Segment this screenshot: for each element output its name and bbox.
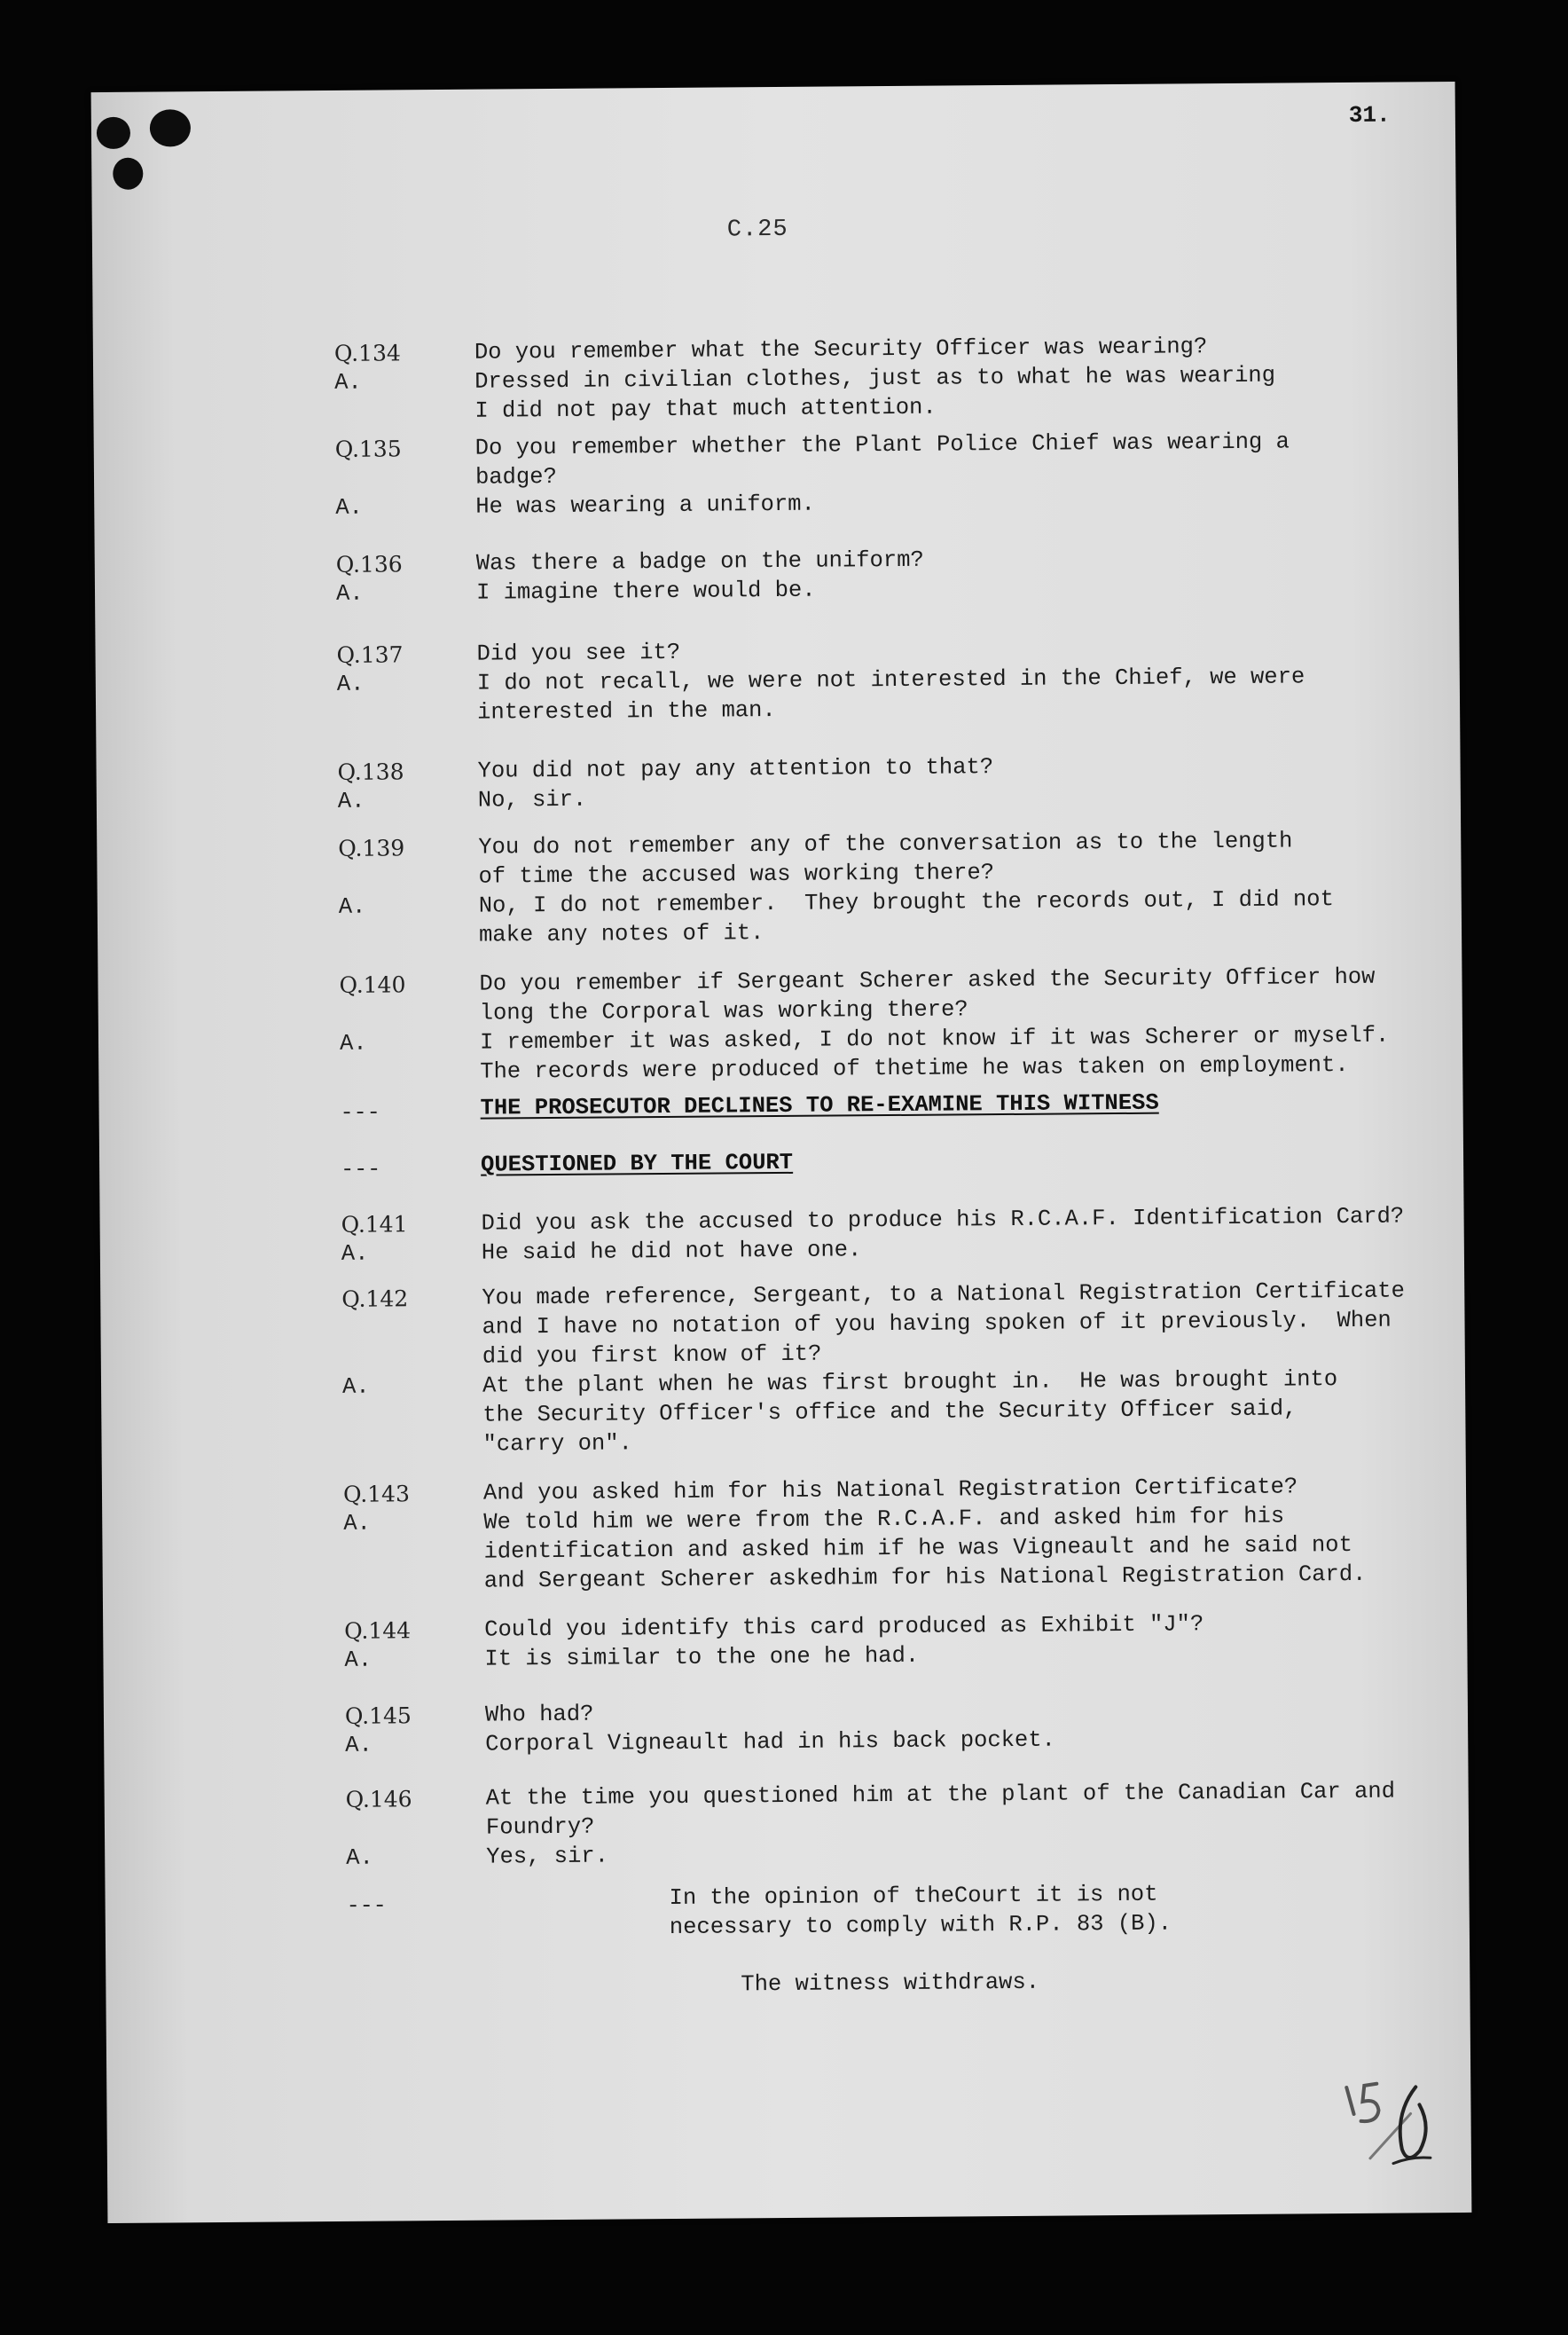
qa-block [343,1471,1424,1597]
divider-mark: --- [341,1156,381,1183]
answer-text: No, I do not remember. They brought the records out, I did not make any notes of it. [478,886,1334,948]
section-heading: QUESTIONED BY THE COURT [480,1149,794,1178]
answer-text: We told him we were from the R.C.A.F. and asked him for his identification and asked him if he was Vigneault and he said not and Sergeant Scherer askedhim for his National Registration Card. [483,1503,1367,1594]
answer-label: A. [346,1844,373,1871]
qa-block [338,825,1419,951]
question-text: And you asked him for his National Registration Certificate? [482,1474,1298,1506]
answer-text: At the plant when he was first brought in. He was brought into the Security Officer's office and the Security Officer said, "carry on". [482,1366,1338,1458]
qa-block [341,1201,1421,1269]
answer-label: A. [335,494,364,521]
answer-label: A. [334,369,362,396]
question-text: You made reference, Sergeant, to a National Registration Certificate and I have no notation of you having spoken of it previously. When did you first know of it? [482,1278,1405,1370]
divider-mark: --- [340,1099,380,1126]
page-number: 31. [1348,101,1391,129]
question-text: Do you remember what the Security Officer was wearing? [474,334,1208,366]
question-label: Q.143 [342,1481,411,1507]
question-text: Who had? [484,1701,594,1728]
answer-label: A. [344,1647,372,1673]
qa-block [336,541,1416,609]
question-label: Q.137 [336,641,404,668]
answer-text: It is similar to the one he had. [484,1642,920,1672]
question-label: Q.144 [344,1617,412,1644]
answer-text: I do not recall, we were not interested in the Chief, we were interested in the man. [476,664,1305,726]
question-label: Q.145 [344,1702,412,1729]
answer-text: Yes, sir. [486,1843,609,1870]
section-heading: THE PROSECUTOR DECLINES TO RE-EXAMINE THIS WITNESS [480,1089,1159,1121]
answer-text: I remember it was asked, I do not know if it was Scherer or myself. The records were produced of thetime he was taken on employment. [479,1022,1390,1085]
question-label: Q.142 [341,1285,409,1312]
answer-text: He said he did not have one. [481,1237,862,1266]
answer-label: A. [338,893,366,920]
document-page [91,82,1472,2223]
question-label: Q.141 [341,1211,408,1238]
answer-label: A. [341,1373,370,1400]
handwritten-mark [1330,2051,1464,2185]
question-text: You do not remember any of the conversation as to the length of time the accused was working there? [478,828,1293,890]
question-text: You did not pay any attention to that? [477,754,994,784]
question-text: Could you identify this card produced as Exhibit "J"? [484,1611,1204,1643]
qa-block [345,1693,1425,1760]
closing-line: The witness withdraws. [741,1969,1040,1998]
question-label: Q.146 [345,1786,412,1812]
qa-block [344,1608,1424,1675]
answer-label: A. [345,1732,372,1758]
answer-label: A. [335,580,364,607]
divider-mark: --- [346,1892,387,1919]
qa-block [336,632,1417,728]
answer-label: A. [343,1510,371,1537]
answer-label: A. [339,1030,367,1057]
question-text: Was there a badge on the uniform? [475,546,924,577]
question-label: Q.135 [334,436,402,462]
answer-text: No, sir. [477,786,587,814]
question-label: Q.140 [339,971,406,998]
question-text: Do you remember if Sergeant Scherer asked the Security Officer how long the Corporal was working there? [479,963,1376,1026]
ink-blot [113,158,143,190]
answer-label: A. [337,788,365,814]
qa-block [341,1276,1423,1460]
answer-label: A. [341,1240,369,1267]
question-label: Q.136 [335,551,403,578]
question-text: Did you see it? [476,639,681,667]
ink-blot [150,109,191,146]
answer-text: I imagine there would be. [475,577,816,606]
question-label: Q.134 [333,340,401,366]
question-text: At the time you questioned him at the plant of the Canadian Car and Foundry? [485,1778,1396,1841]
qa-block [337,749,1417,816]
ink-blot [97,117,130,149]
question-label: Q.138 [337,759,404,785]
qa-block [335,426,1416,523]
question-text: Did you ask the accused to produce his R.C.A.F. Identification Card? [481,1203,1405,1237]
qa-block [339,962,1420,1088]
answer-text: Dressed in civilian clothes, just as to what he was wearing I did not pay that much attention. [474,362,1276,424]
answer-text: Corporal Vigneault had in his back pocket. [485,1726,1056,1757]
court-opinion: In the opinion of theCourt it is not necessary to comply with R.P. 83 (B). [669,1881,1172,1941]
answer-text: He was wearing a uniform. [475,491,815,520]
question-label: Q.139 [338,835,405,861]
answer-label: A. [336,671,365,697]
qa-block [334,330,1415,427]
qa-block [346,1776,1427,1873]
question-text: Do you remember whether the Plant Police Chief was wearing a badge? [474,428,1290,491]
page-header: C.25 [726,216,788,244]
